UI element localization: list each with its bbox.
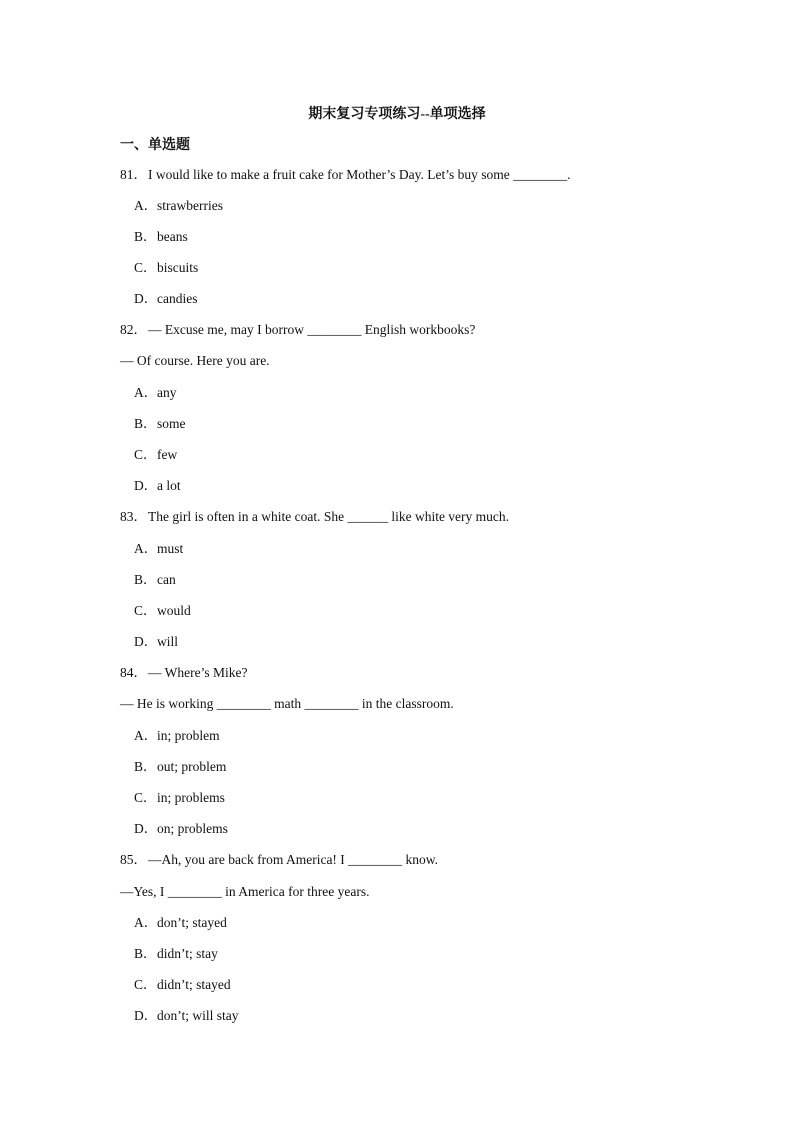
option-85-a[interactable] [134,914,227,932]
option-letter: C． [134,977,157,992]
option-text: out; problem [157,759,227,774]
question-85-stem [120,851,438,869]
question-82-reply: — Of course. Here you are. [120,353,270,368]
option-text: didn’t; stayed [157,977,231,992]
option-text: didn’t; stay [157,946,218,961]
question-83-stem [120,508,509,526]
option-letter: A． [134,728,158,743]
question-85-reply: —Yes, I ________ in America for three years. [120,884,370,899]
option-83-d[interactable] [134,633,178,651]
option-text: strawberries [157,198,223,213]
option-84-c[interactable] [134,789,225,807]
option-82-b[interactable] [134,415,186,433]
option-text: on; problems [157,821,228,836]
option-81-d[interactable] [134,290,197,308]
option-letter: A． [134,915,158,930]
option-84-d[interactable] [134,820,228,838]
question-number: 82． [120,322,147,337]
option-letter: A． [134,541,158,556]
option-text: in; problems [157,790,225,805]
option-text: must [157,541,184,556]
option-letter: A． [134,198,158,213]
option-letter: B． [134,572,157,587]
option-82-c[interactable] [134,446,177,464]
question-number: 81． [120,167,147,182]
option-82-d[interactable] [134,477,181,495]
option-letter: D． [134,291,158,306]
option-letter: B． [134,946,157,961]
option-letter: B． [134,416,157,431]
option-85-d[interactable] [134,1007,239,1025]
option-82-a[interactable] [134,384,177,402]
option-81-c[interactable] [134,259,198,277]
option-85-b[interactable] [134,945,218,963]
question-text: —Ah, you are back from America! I ________ know. [148,852,439,867]
option-text: in; problem [157,728,220,743]
page-title: 期末复习专项练习--单项选择 [308,107,486,122]
option-letter: C． [134,447,157,462]
option-83-b[interactable] [134,571,176,589]
question-number: 83． [120,509,147,524]
option-text: candies [157,291,198,306]
option-84-a[interactable] [134,727,220,745]
question-number: 85． [120,852,147,867]
option-81-a[interactable] [134,197,223,215]
option-text: beans [157,229,188,244]
option-text: don’t; will stay [157,1008,239,1023]
option-letter: B． [134,229,157,244]
option-letter: D． [134,634,158,649]
option-text: will [157,634,179,649]
option-letter: D． [134,821,158,836]
option-letter: B． [134,759,157,774]
option-letter: D． [134,478,158,493]
option-letter: C． [134,260,157,275]
option-83-a[interactable] [134,540,183,558]
option-letter: C． [134,603,157,618]
option-text: can [157,572,176,587]
option-letter: D． [134,1008,158,1023]
option-text: biscuits [157,260,199,275]
question-81-stem [120,166,571,184]
option-text: a lot [157,478,181,493]
option-text: any [157,385,177,400]
option-text: few [157,447,178,462]
question-text: — Where’s Mike? [148,665,248,680]
option-letter: A． [134,385,158,400]
question-number: 84． [120,665,147,680]
option-81-b[interactable] [134,228,188,246]
question-text: — Excuse me, may I borrow ________ English workbooks? [148,322,476,337]
option-83-c[interactable] [134,602,191,620]
question-84-stem [120,664,247,682]
option-text: don’t; stayed [157,915,227,930]
question-82-stem [120,321,475,339]
question-text: The girl is often in a white coat. She ______ like white very much. [148,509,510,524]
option-letter: C． [134,790,157,805]
option-85-c[interactable] [134,976,231,994]
option-text: would [157,603,191,618]
question-84-reply: — He is working ________ math ________ in the classroom. [120,696,454,711]
option-84-b[interactable] [134,758,226,776]
option-text: some [157,416,186,431]
section-heading: 一、单选题 [120,138,190,153]
question-text: I would like to make a fruit cake for Mother’s Day. Let’s buy some ________. [148,167,571,182]
